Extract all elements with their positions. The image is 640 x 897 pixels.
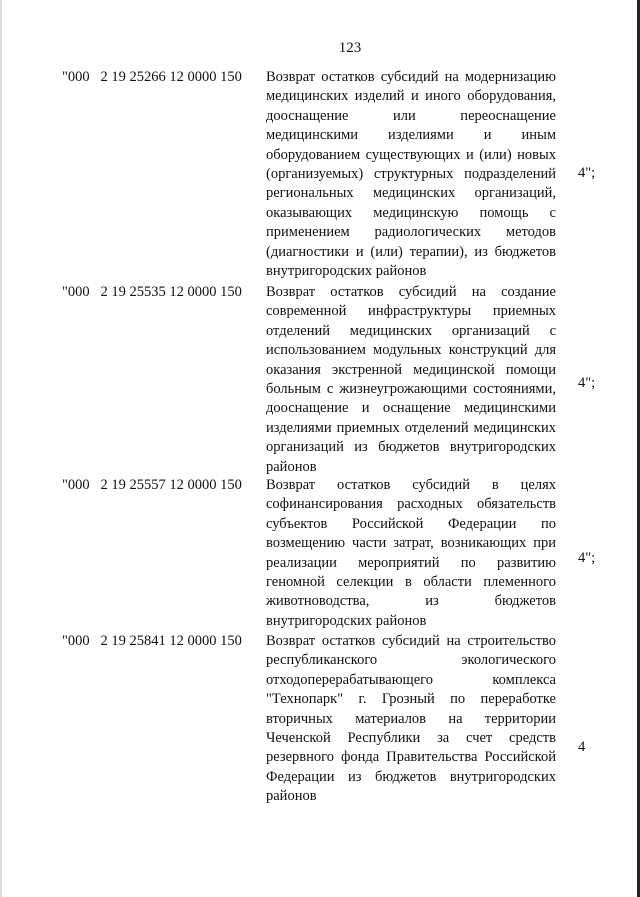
row-description: Возврат остатков субсидий на строительство республиканского экологического отходоперерабатывающего комплекса "Технопарк" г. Грозный по переработке вторичных материалов на территории Чеченской Республики за счет средств резервного фонда Правительства Российской Федерации из бюджетов внутригородских районов — [266, 633, 556, 805]
row-code: "000 2 19 25266 12 0000 150 — [62, 69, 242, 85]
scan-left-edge — [0, 0, 2, 897]
row-column4: 4"; — [578, 375, 596, 391]
row-code: "000 2 19 25841 12 0000 150 — [62, 633, 242, 649]
row-column4: 4"; — [578, 550, 596, 566]
page-number: 123 — [338, 40, 362, 56]
row-column4: 4"; — [578, 165, 596, 181]
row-code: "000 2 19 25557 12 0000 150 — [62, 477, 242, 493]
row-description: Возврат остатков субсидий на модернизацию медицинских изделий и иного оборудования, дооснащение или переоснащение медицинскими изделиями и иным оборудованием существующих и (или) новых (организуемых) структурных подразделений региональных медицинских организаций, оказывающих медицинскую помощь с применением радиологических методов (диагностики и (или) терапии), из бюджетов внутригородских районов — [266, 69, 556, 280]
row-description: Возврат остатков субсидий в целях софинансирования расходных обязательств субъектов Российской Федерации по возмещению части затрат, возникающих при реализации мероприятий по развитию геномной селекции в области племенного животноводства, из бюджетов внутригородских районов — [266, 477, 556, 629]
row-code: "000 2 19 25535 12 0000 150 — [62, 284, 242, 300]
row-column4: 4 — [578, 739, 586, 755]
row-description: Возврат остатков субсидий на создание современной инфраструктуры приемных отделений медицинских организаций с использованием модульных конструкций для оказания экстренной медицинской помощи больным с жизнеугрожающими состояниями, дооснащение и оснащение медицинскими изделиями приемных отделений медицинских организаций из бюджетов внутригородских районов — [266, 284, 556, 475]
